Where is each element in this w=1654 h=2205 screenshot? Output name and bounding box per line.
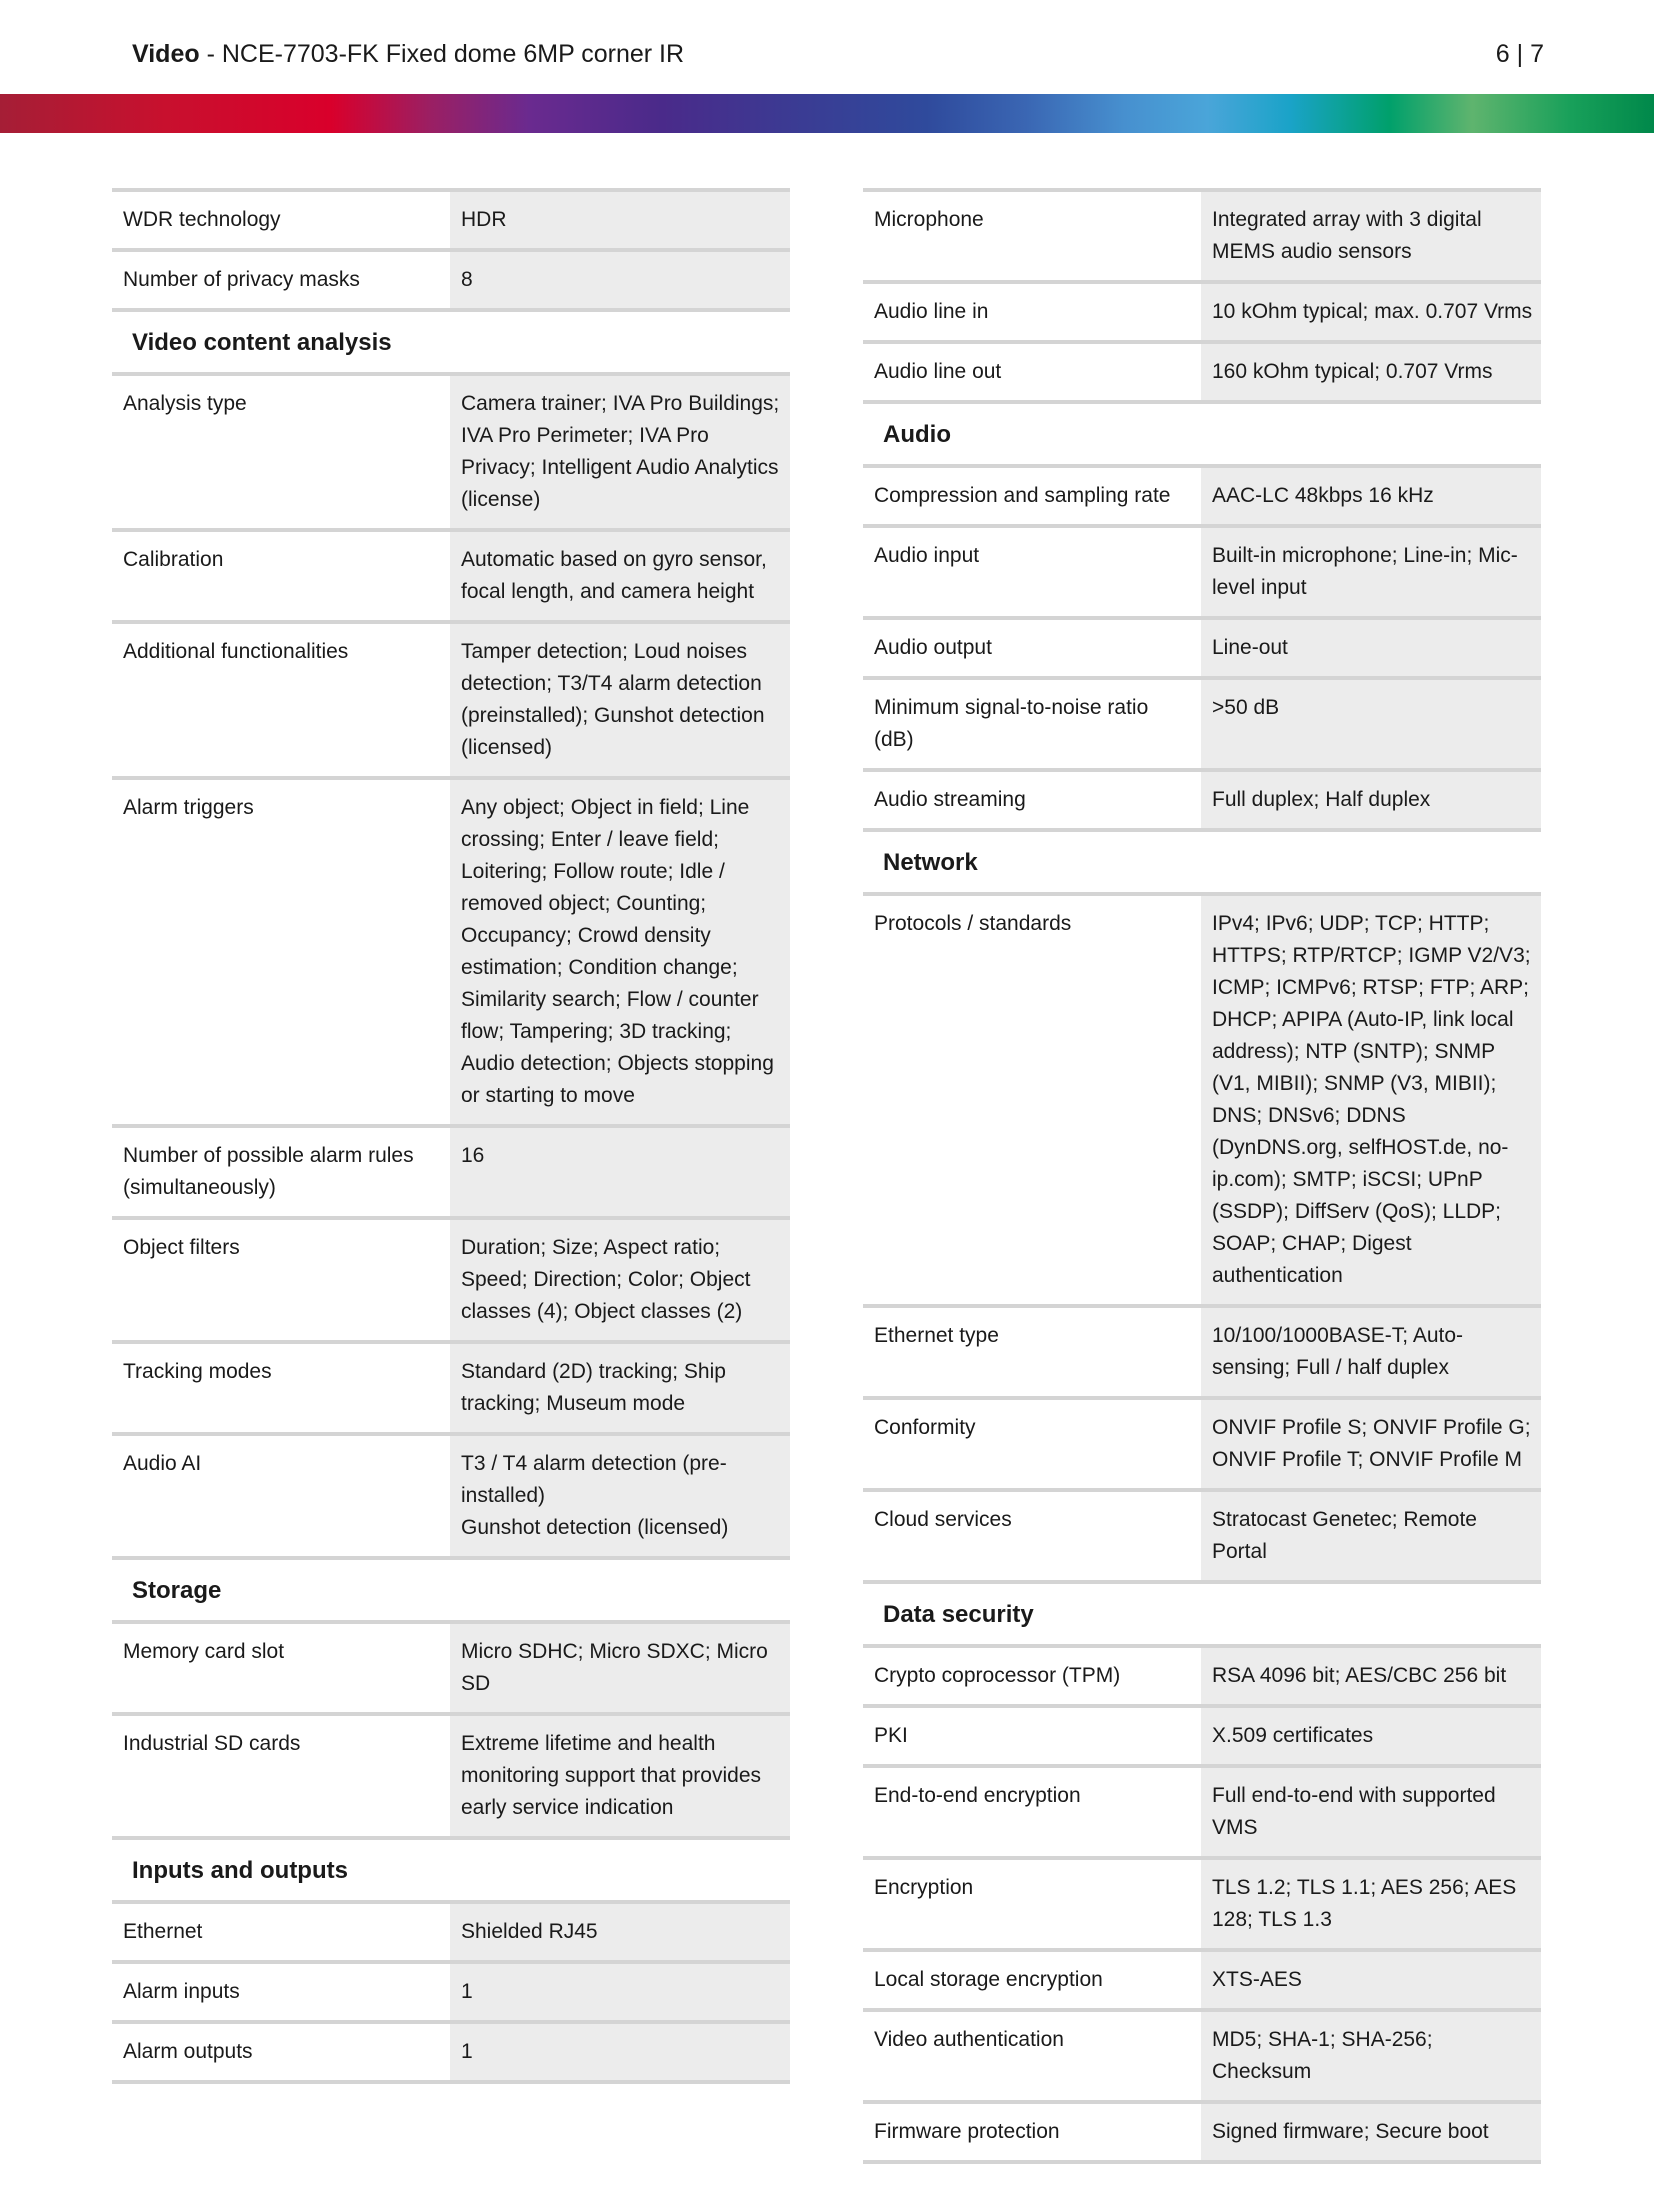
section-title-audio: Audio	[863, 400, 1541, 464]
spec-label: Audio line out	[863, 344, 1201, 400]
spec-label: Alarm triggers	[112, 780, 450, 1124]
spec-row-wdr	[112, 188, 790, 248]
spec-row-additional-functionalities	[112, 620, 790, 776]
spec-label: Microphone	[863, 192, 1201, 280]
spec-value: HDR	[450, 192, 790, 248]
spec-value: Camera trainer; IVA Pro Buildings; IVA Pro Perimeter; IVA Pro Privacy; Intelligent Audio Analytics (license)	[450, 376, 790, 528]
spec-value: 1	[450, 1964, 790, 2020]
spec-row-calibration	[112, 528, 790, 620]
spec-row-alarm-inputs	[112, 1960, 790, 2020]
section-title-video-content-analysis: Video content analysis	[112, 308, 790, 372]
spec-row-audio-input	[863, 524, 1541, 616]
spec-value: X.509 certificates	[1201, 1708, 1541, 1764]
spec-row-privacy-masks	[112, 248, 790, 308]
spec-value: Duration; Size; Aspect ratio; Speed; Direction; Color; Object classes (4); Object classes (2)	[450, 1220, 790, 1340]
spec-value: Any object; Object in field; Line crossing; Enter / leave field; Loitering; Follow route; Idle / removed object; Counting; Occupancy; Crowd density estimation; Condition change; Similarity search; Flow / counter flow; Tampering; 3D tracking; Audio detection; Objects stopping or starting to move	[450, 780, 790, 1124]
spec-row-encryption	[863, 1856, 1541, 1948]
spec-value-line: Gunshot detection (licensed)	[461, 1516, 729, 1539]
spec-value: Shielded RJ45	[450, 1904, 790, 1960]
spec-value: TLS 1.2; TLS 1.1; AES 256; AES 128; TLS 1.3	[1201, 1860, 1541, 1948]
spec-label: Industrial SD cards	[112, 1716, 450, 1836]
spec-value: Integrated array with 3 digital MEMS audio sensors	[1201, 192, 1541, 280]
spec-value: AAC-LC 48kbps 16 kHz	[1201, 468, 1541, 524]
spec-row-tracking-modes	[112, 1340, 790, 1432]
spec-column-right	[863, 188, 1541, 2164]
spec-row-audio-line-out	[863, 340, 1541, 400]
spec-label: Firmware protection	[863, 2104, 1201, 2160]
spec-value: XTS-AES	[1201, 1952, 1541, 2008]
spec-value: Automatic based on gyro sensor, focal length, and camera height	[450, 532, 790, 620]
spec-row-memory-card-slot	[112, 1620, 790, 1712]
spec-label: Audio line in	[863, 284, 1201, 340]
spec-row-object-filters	[112, 1216, 790, 1340]
spec-label: Tracking modes	[112, 1344, 450, 1432]
spec-row-protocols	[863, 892, 1541, 1304]
spec-label: Analysis type	[112, 376, 450, 528]
page-header	[132, 36, 1544, 76]
spec-label: Memory card slot	[112, 1624, 450, 1712]
spec-row-end-to-end-encryption	[863, 1764, 1541, 1856]
spec-value: Full duplex; Half duplex	[1201, 772, 1541, 828]
spec-row-conformity	[863, 1396, 1541, 1488]
spec-row-firmware-protection	[863, 2100, 1541, 2164]
spec-value: >50 dB	[1201, 680, 1541, 768]
doc-title-product: - NCE-7703-FK Fixed dome 6MP corner IR	[199, 40, 685, 68]
spec-label: Number of privacy masks	[112, 252, 450, 308]
spec-label: Local storage encryption	[863, 1952, 1201, 2008]
spec-label: Audio output	[863, 620, 1201, 676]
spec-row-audio-output	[863, 616, 1541, 676]
spec-row-analysis-type	[112, 372, 790, 528]
spec-row-cloud-services	[863, 1488, 1541, 1580]
spec-row-video-authentication	[863, 2008, 1541, 2100]
spec-value-line: T3 / T4 alarm detection (pre-installed)	[461, 1452, 727, 1507]
spec-value: Signed firmware; Secure boot	[1201, 2104, 1541, 2160]
spec-label: Cloud services	[863, 1492, 1201, 1580]
spec-label: Compression and sampling rate	[863, 468, 1201, 524]
spec-label: Ethernet type	[863, 1308, 1201, 1396]
spec-label: Audio input	[863, 528, 1201, 616]
spec-value: RSA 4096 bit; AES/CBC 256 bit	[1201, 1648, 1541, 1704]
brand-color-bar	[0, 94, 1654, 133]
spec-value: 160 kOhm typical; 0.707 Vrms	[1201, 344, 1541, 400]
spec-label: End-to-end encryption	[863, 1768, 1201, 1856]
spec-value: IPv4; IPv6; UDP; TCP; HTTP; HTTPS; RTP/RTCP; IGMP V2/V3; ICMP; ICMPv6; RTSP; FTP; ARP; DHCP; APIPA (Auto-IP, link local address); NTP (SNTP); SNMP (V1, MIBII); SNMP (V3, MIBII); DNS; DNSv6; DDNS (DynDNS.org, selfHOST.de, no-ip.com); SMTP; iSCSI; UPnP (SSDP); DiffServ (QoS); LLDP; SOAP; CHAP; Digest authentication	[1201, 896, 1541, 1304]
section-title-data-security: Data security	[863, 1580, 1541, 1644]
spec-row-ethernet	[112, 1900, 790, 1960]
spec-row-alarm-triggers	[112, 776, 790, 1124]
spec-row-alarm-rules	[112, 1124, 790, 1216]
doc-title-category: Video	[132, 40, 200, 68]
spec-label: PKI	[863, 1708, 1201, 1764]
spec-value: Standard (2D) tracking; Ship tracking; Museum mode	[450, 1344, 790, 1432]
spec-row-pki	[863, 1704, 1541, 1764]
spec-label: Video authentication	[863, 2012, 1201, 2100]
spec-label: Calibration	[112, 532, 450, 620]
spec-label: Audio streaming	[863, 772, 1201, 828]
spec-value: Built-in microphone; Line-in; Mic-level input	[1201, 528, 1541, 616]
spec-row-local-storage-encryption	[863, 1948, 1541, 2008]
spec-value: 1	[450, 2024, 790, 2080]
spec-value: Micro SDHC; Micro SDXC; Micro SD	[450, 1624, 790, 1712]
spec-label: Object filters	[112, 1220, 450, 1340]
spec-value: Extreme lifetime and health monitoring support that provides early service indication	[450, 1716, 790, 1836]
section-title-network: Network	[863, 828, 1541, 892]
spec-value: Stratocast Genetec; Remote Portal	[1201, 1492, 1541, 1580]
spec-row-alarm-outputs	[112, 2020, 790, 2084]
spec-label: WDR technology	[112, 192, 450, 248]
spec-value: 10 kOhm typical; max. 0.707 Vrms	[1201, 284, 1541, 340]
spec-label: Alarm outputs	[112, 2024, 450, 2080]
spec-label: Minimum signal-to-noise ratio (dB)	[863, 680, 1201, 768]
spec-row-crypto-coprocessor	[863, 1644, 1541, 1704]
spec-row-ethernet-type	[863, 1304, 1541, 1396]
spec-label: Conformity	[863, 1400, 1201, 1488]
spec-value: Line-out	[1201, 620, 1541, 676]
spec-label: Alarm inputs	[112, 1964, 450, 2020]
spec-value: 10/100/1000BASE-T; Auto-sensing; Full / half duplex	[1201, 1308, 1541, 1396]
section-title-inputs-outputs: Inputs and outputs	[112, 1836, 790, 1900]
spec-label: Protocols / standards	[863, 896, 1201, 1304]
spec-column-left	[112, 188, 790, 2084]
spec-value: 8	[450, 252, 790, 308]
spec-row-audio-streaming	[863, 768, 1541, 828]
page-number: 6 | 7	[1495, 40, 1544, 68]
spec-row-microphone	[863, 188, 1541, 280]
spec-label: Additional functionalities	[112, 624, 450, 776]
spec-value: MD5; SHA-1; SHA-256; Checksum	[1201, 2012, 1541, 2100]
spec-row-snr	[863, 676, 1541, 768]
spec-label: Number of possible alarm rules (simultaneously)	[112, 1128, 450, 1216]
spec-value: ONVIF Profile S; ONVIF Profile G; ONVIF Profile T; ONVIF Profile M	[1201, 1400, 1541, 1488]
spec-label: Encryption	[863, 1860, 1201, 1948]
spec-value	[450, 1436, 790, 1556]
spec-value: Tamper detection; Loud noises detection; T3/T4 alarm detection (preinstalled); Gunshot detection (licensed)	[450, 624, 790, 776]
spec-value: Full end-to-end with supported VMS	[1201, 1768, 1541, 1856]
spec-row-compression	[863, 464, 1541, 524]
spec-label: Ethernet	[112, 1904, 450, 1960]
section-title-storage: Storage	[112, 1556, 790, 1620]
spec-row-audio-line-in	[863, 280, 1541, 340]
spec-value: 16	[450, 1128, 790, 1216]
spec-label: Audio AI	[112, 1436, 450, 1556]
spec-row-audio-ai	[112, 1432, 790, 1556]
spec-label: Crypto coprocessor (TPM)	[863, 1648, 1201, 1704]
spec-row-industrial-sd	[112, 1712, 790, 1836]
